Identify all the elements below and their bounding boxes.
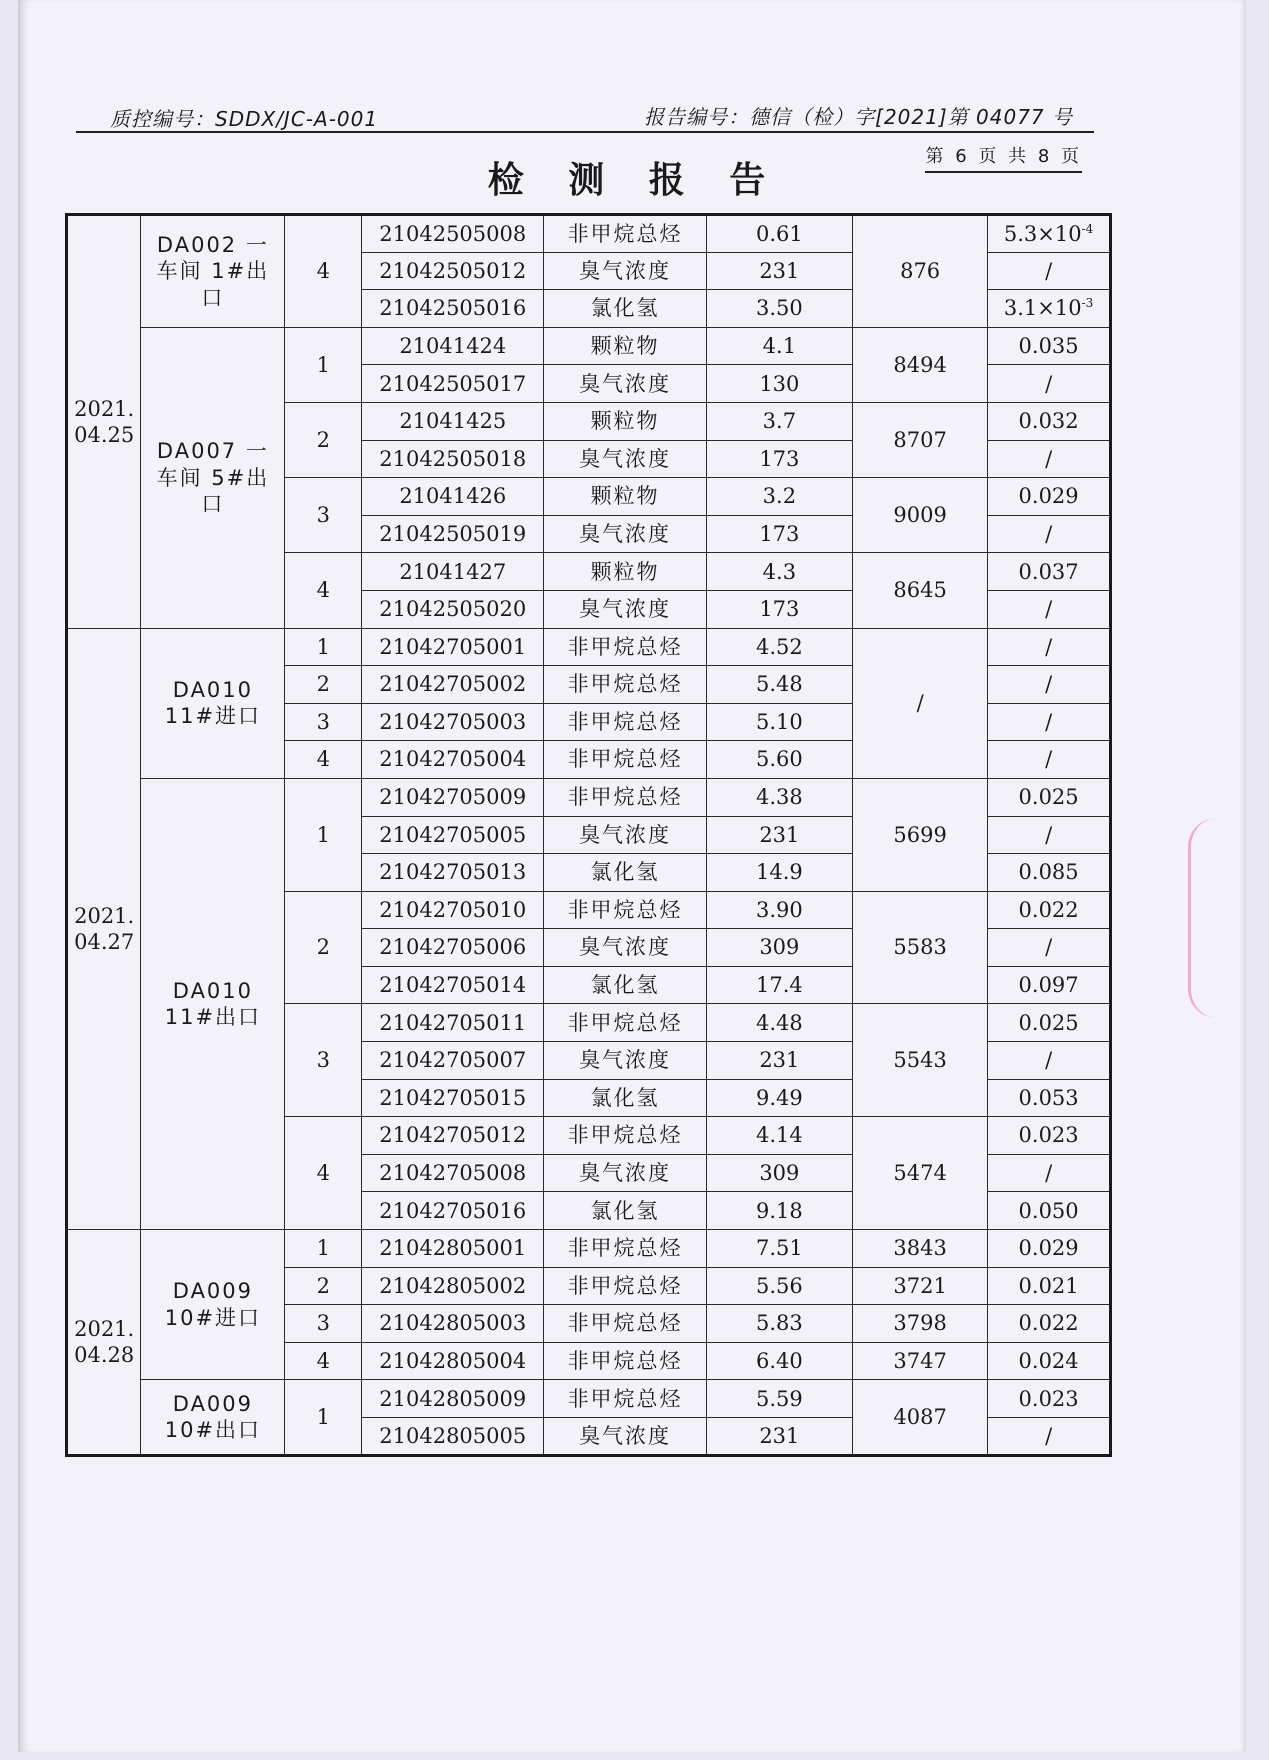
item-cell: 氯化氢 <box>544 1192 706 1230</box>
run-number-cell: 3 <box>285 1004 362 1117</box>
date-cell: 2021. 04.27 <box>67 628 141 1230</box>
sample-id-cell: 21042805002 <box>362 1267 544 1305</box>
item-cell: 氯化氢 <box>544 854 706 892</box>
table-row <box>67 215 1111 253</box>
concentration-cell: 4.38 <box>706 778 852 816</box>
emission-rate-cell: / <box>988 929 1111 967</box>
flow-cell: 5583 <box>853 891 988 1004</box>
sample-id-cell: 21042805001 <box>362 1230 544 1268</box>
concentration-cell: 309 <box>706 929 852 967</box>
concentration-cell: 9.49 <box>706 1079 852 1117</box>
emission-rate-cell: 0.029 <box>988 1230 1111 1268</box>
sample-id-cell: 21042805003 <box>362 1305 544 1343</box>
sample-id-cell: 21042505012 <box>362 252 544 290</box>
concentration-cell: 309 <box>706 1154 852 1192</box>
date-cell: 2021. 04.28 <box>67 1230 141 1456</box>
sample-id-cell: 21042705002 <box>362 666 544 704</box>
emission-rate-cell: 0.085 <box>988 854 1111 892</box>
sample-id-cell: 21042705010 <box>362 891 544 929</box>
flow-cell: 8494 <box>853 327 988 402</box>
concentration-cell: 5.10 <box>706 703 852 741</box>
emission-rate-cell: $5.3\times 10^{-4}$ <box>988 215 1111 253</box>
emission-rate-cell: 0.021 <box>988 1267 1111 1305</box>
flow-cell: 9009 <box>853 478 988 553</box>
item-cell: 臭气浓度 <box>544 816 706 854</box>
item-cell: 颗粒物 <box>544 327 706 365</box>
concentration-cell: 4.14 <box>706 1117 852 1155</box>
date-cell: 2021. 04.25 <box>67 215 141 629</box>
sample-id-cell: 21041424 <box>362 327 544 365</box>
sample-id-cell: 21041426 <box>362 478 544 516</box>
sample-id-cell: 21041425 <box>362 402 544 440</box>
emission-rate-cell: / <box>988 1154 1111 1192</box>
run-number-cell: 3 <box>285 703 362 741</box>
concentration-cell: 14.9 <box>706 854 852 892</box>
item-cell: 颗粒物 <box>544 402 706 440</box>
concentration-cell: 173 <box>706 515 852 553</box>
concentration-cell: 231 <box>706 816 852 854</box>
item-cell: 颗粒物 <box>544 478 706 516</box>
concentration-cell: 231 <box>706 252 852 290</box>
sample-id-cell: 21042705003 <box>362 703 544 741</box>
item-cell: 非甲烷总烃 <box>544 778 706 816</box>
concentration-cell: 5.83 <box>706 1305 852 1343</box>
table-row <box>67 1230 1111 1268</box>
page-number: 第 6 页 共 8 页 <box>925 142 1082 173</box>
emission-rate-cell: 0.023 <box>988 1380 1111 1418</box>
emission-rate-cell: / <box>988 440 1111 478</box>
sample-id-cell: 21042505018 <box>362 440 544 478</box>
exponent: -3 <box>1081 296 1094 311</box>
location-cell: DA002 一 车间 1#出 口 <box>141 215 285 328</box>
item-cell: 非甲烷总烃 <box>544 1380 706 1418</box>
concentration-cell: 130 <box>706 365 852 403</box>
sample-id-cell: 21042705006 <box>362 929 544 967</box>
concentration-cell: 4.3 <box>706 553 852 591</box>
qc-number: 质控编号：SDDX/JC-A-001 <box>110 107 379 131</box>
concentration-cell: 0.61 <box>706 215 852 253</box>
run-number-cell: 2 <box>285 402 362 477</box>
item-cell: 臭气浓度 <box>544 440 706 478</box>
item-cell: 氯化氢 <box>544 1079 706 1117</box>
table-row <box>67 1380 1111 1418</box>
sample-id-cell: 21042505017 <box>362 365 544 403</box>
emission-rate-cell: / <box>988 252 1111 290</box>
sample-id-cell: 21042505016 <box>362 290 544 328</box>
concentration-cell: 17.4 <box>706 966 852 1004</box>
concentration-cell: 231 <box>706 1042 852 1080</box>
emission-rate-cell: / <box>988 628 1111 666</box>
item-cell: 臭气浓度 <box>544 929 706 967</box>
location-cell: DA010 11#出口 <box>141 778 285 1229</box>
item-cell: 非甲烷总烃 <box>544 891 706 929</box>
emission-rate-cell: 0.029 <box>988 478 1111 516</box>
concentration-cell: 9.18 <box>706 1192 852 1230</box>
exponent: -4 <box>1081 221 1094 236</box>
item-cell: 非甲烷总烃 <box>544 741 706 779</box>
item-cell: 臭气浓度 <box>544 1418 706 1456</box>
emission-rate-cell: $3.1\times 10^{-3}$ <box>988 290 1111 328</box>
emission-rate-cell: / <box>988 1418 1111 1456</box>
emission-rate-cell: 0.022 <box>988 891 1111 929</box>
sample-id-cell: 21042505020 <box>362 590 544 628</box>
emission-rate-cell: 0.025 <box>988 1004 1111 1042</box>
concentration-cell: 173 <box>706 590 852 628</box>
concentration-cell: 4.1 <box>706 327 852 365</box>
emission-rate-cell: / <box>988 666 1111 704</box>
report-title: 检 测 报 告 <box>487 160 782 201</box>
concentration-cell: 3.50 <box>706 290 852 328</box>
sample-id-cell: 21042705015 <box>362 1079 544 1117</box>
emission-rate-cell: 0.023 <box>988 1117 1111 1155</box>
sample-id-cell: 21042805005 <box>362 1418 544 1456</box>
flow-cell: 876 <box>853 215 988 328</box>
concentration-cell: 3.7 <box>706 402 852 440</box>
run-number-cell: 4 <box>285 1342 362 1380</box>
results-table <box>65 213 1112 1457</box>
run-number-cell: 1 <box>285 1230 362 1268</box>
concentration-cell: 5.48 <box>706 666 852 704</box>
run-number-cell: 2 <box>285 1267 362 1305</box>
sample-id-cell: 21041427 <box>362 553 544 591</box>
sample-id-cell: 21042805009 <box>362 1380 544 1418</box>
run-number-cell: 4 <box>285 1117 362 1230</box>
emission-rate-cell: 0.024 <box>988 1342 1111 1380</box>
concentration-cell: 6.40 <box>706 1342 852 1380</box>
item-cell: 非甲烷总烃 <box>544 1230 706 1268</box>
table-row <box>67 628 1111 666</box>
emission-rate-cell: / <box>988 741 1111 779</box>
flow-cell: 5699 <box>853 778 988 891</box>
sample-id-cell: 21042805004 <box>362 1342 544 1380</box>
sample-id-cell: 21042705016 <box>362 1192 544 1230</box>
item-cell: 非甲烷总烃 <box>544 1305 706 1343</box>
emission-rate-cell: 0.025 <box>988 778 1111 816</box>
run-number-cell: 4 <box>285 215 362 328</box>
item-cell: 臭气浓度 <box>544 590 706 628</box>
flow-cell: 3843 <box>853 1230 988 1268</box>
location-cell: DA010 11#进口 <box>141 628 285 778</box>
flow-cell: 8707 <box>853 402 988 477</box>
location-cell: DA009 10#出口 <box>141 1380 285 1455</box>
item-cell: 非甲烷总烃 <box>544 628 706 666</box>
item-cell: 非甲烷总烃 <box>544 1267 706 1305</box>
emission-rate-cell: 0.050 <box>988 1192 1111 1230</box>
sample-id-cell: 21042705005 <box>362 816 544 854</box>
seal-stamp-edge <box>1188 818 1217 1018</box>
concentration-cell: 231 <box>706 1418 852 1456</box>
emission-rate-cell: 0.022 <box>988 1305 1111 1343</box>
emission-rate-cell: / <box>988 816 1111 854</box>
concentration-cell: 5.56 <box>706 1267 852 1305</box>
item-cell: 非甲烷总烃 <box>544 703 706 741</box>
run-number-cell: 1 <box>285 327 362 402</box>
emission-rate-cell: 0.097 <box>988 966 1111 1004</box>
report-number: 报告编号：德信（检）字[2021]第 04077 号 <box>644 105 1073 129</box>
item-cell: 颗粒物 <box>544 553 706 591</box>
flow-cell: 5474 <box>853 1117 988 1230</box>
sample-id-cell: 21042705004 <box>362 741 544 779</box>
run-number-cell: 4 <box>285 553 362 628</box>
item-cell: 非甲烷总烃 <box>544 1004 706 1042</box>
sample-id-cell: 21042705007 <box>362 1042 544 1080</box>
concentration-cell: 3.90 <box>706 891 852 929</box>
item-cell: 臭气浓度 <box>544 515 706 553</box>
flow-cell: 3798 <box>853 1305 988 1343</box>
concentration-cell: 4.48 <box>706 1004 852 1042</box>
emission-rate-cell: / <box>988 1042 1111 1080</box>
run-number-cell: 1 <box>285 778 362 891</box>
flow-cell: 8645 <box>853 553 988 628</box>
location-cell: DA009 10#进口 <box>141 1230 285 1380</box>
concentration-cell: 173 <box>706 440 852 478</box>
item-cell: 氯化氢 <box>544 966 706 1004</box>
flow-cell: 4087 <box>853 1380 988 1455</box>
item-cell: 非甲烷总烃 <box>544 1342 706 1380</box>
concentration-cell: 4.52 <box>706 628 852 666</box>
concentration-cell: 5.59 <box>706 1380 852 1418</box>
emission-rate-cell: / <box>988 703 1111 741</box>
emission-rate-cell: 0.032 <box>988 402 1111 440</box>
concentration-cell: 7.51 <box>706 1230 852 1268</box>
item-cell: 臭气浓度 <box>544 365 706 403</box>
run-number-cell: 2 <box>285 666 362 704</box>
flow-cell: 3721 <box>853 1267 988 1305</box>
emission-rate-cell: / <box>988 590 1111 628</box>
emission-rate-cell: 0.035 <box>988 327 1111 365</box>
sample-id-cell: 21042705013 <box>362 854 544 892</box>
run-number-cell: 1 <box>285 628 362 666</box>
concentration-cell: 3.2 <box>706 478 852 516</box>
sample-id-cell: 21042705008 <box>362 1154 544 1192</box>
sample-id-cell: 21042705001 <box>362 628 544 666</box>
sample-id-cell: 21042505008 <box>362 215 544 253</box>
header-rule <box>76 131 1094 133</box>
item-cell: 臭气浓度 <box>544 1042 706 1080</box>
run-number-cell: 2 <box>285 891 362 1004</box>
run-number-cell: 3 <box>285 478 362 553</box>
sample-id-cell: 21042705011 <box>362 1004 544 1042</box>
emission-rate-cell: / <box>988 515 1111 553</box>
flow-cell: / <box>853 628 988 778</box>
run-number-cell: 4 <box>285 741 362 779</box>
item-cell: 臭气浓度 <box>544 252 706 290</box>
run-number-cell: 3 <box>285 1305 362 1343</box>
table-row <box>67 327 1111 365</box>
sample-id-cell: 21042505019 <box>362 515 544 553</box>
location-cell: DA007 一 车间 5#出 口 <box>141 327 285 628</box>
sample-id-cell: 21042705014 <box>362 966 544 1004</box>
emission-rate-cell: 0.037 <box>988 553 1111 591</box>
concentration-cell: 5.60 <box>706 741 852 779</box>
emission-rate-cell: 0.053 <box>988 1079 1111 1117</box>
item-cell: 非甲烷总烃 <box>544 1117 706 1155</box>
flow-cell: 5543 <box>853 1004 988 1117</box>
table-row <box>67 778 1111 816</box>
item-cell: 非甲烷总烃 <box>544 215 706 253</box>
item-cell: 臭气浓度 <box>544 1154 706 1192</box>
item-cell: 氯化氢 <box>544 290 706 328</box>
item-cell: 非甲烷总烃 <box>544 666 706 704</box>
sample-id-cell: 21042705009 <box>362 778 544 816</box>
sample-id-cell: 21042705012 <box>362 1117 544 1155</box>
run-number-cell: 1 <box>285 1380 362 1455</box>
flow-cell: 3747 <box>853 1342 988 1380</box>
emission-rate-cell: / <box>988 365 1111 403</box>
